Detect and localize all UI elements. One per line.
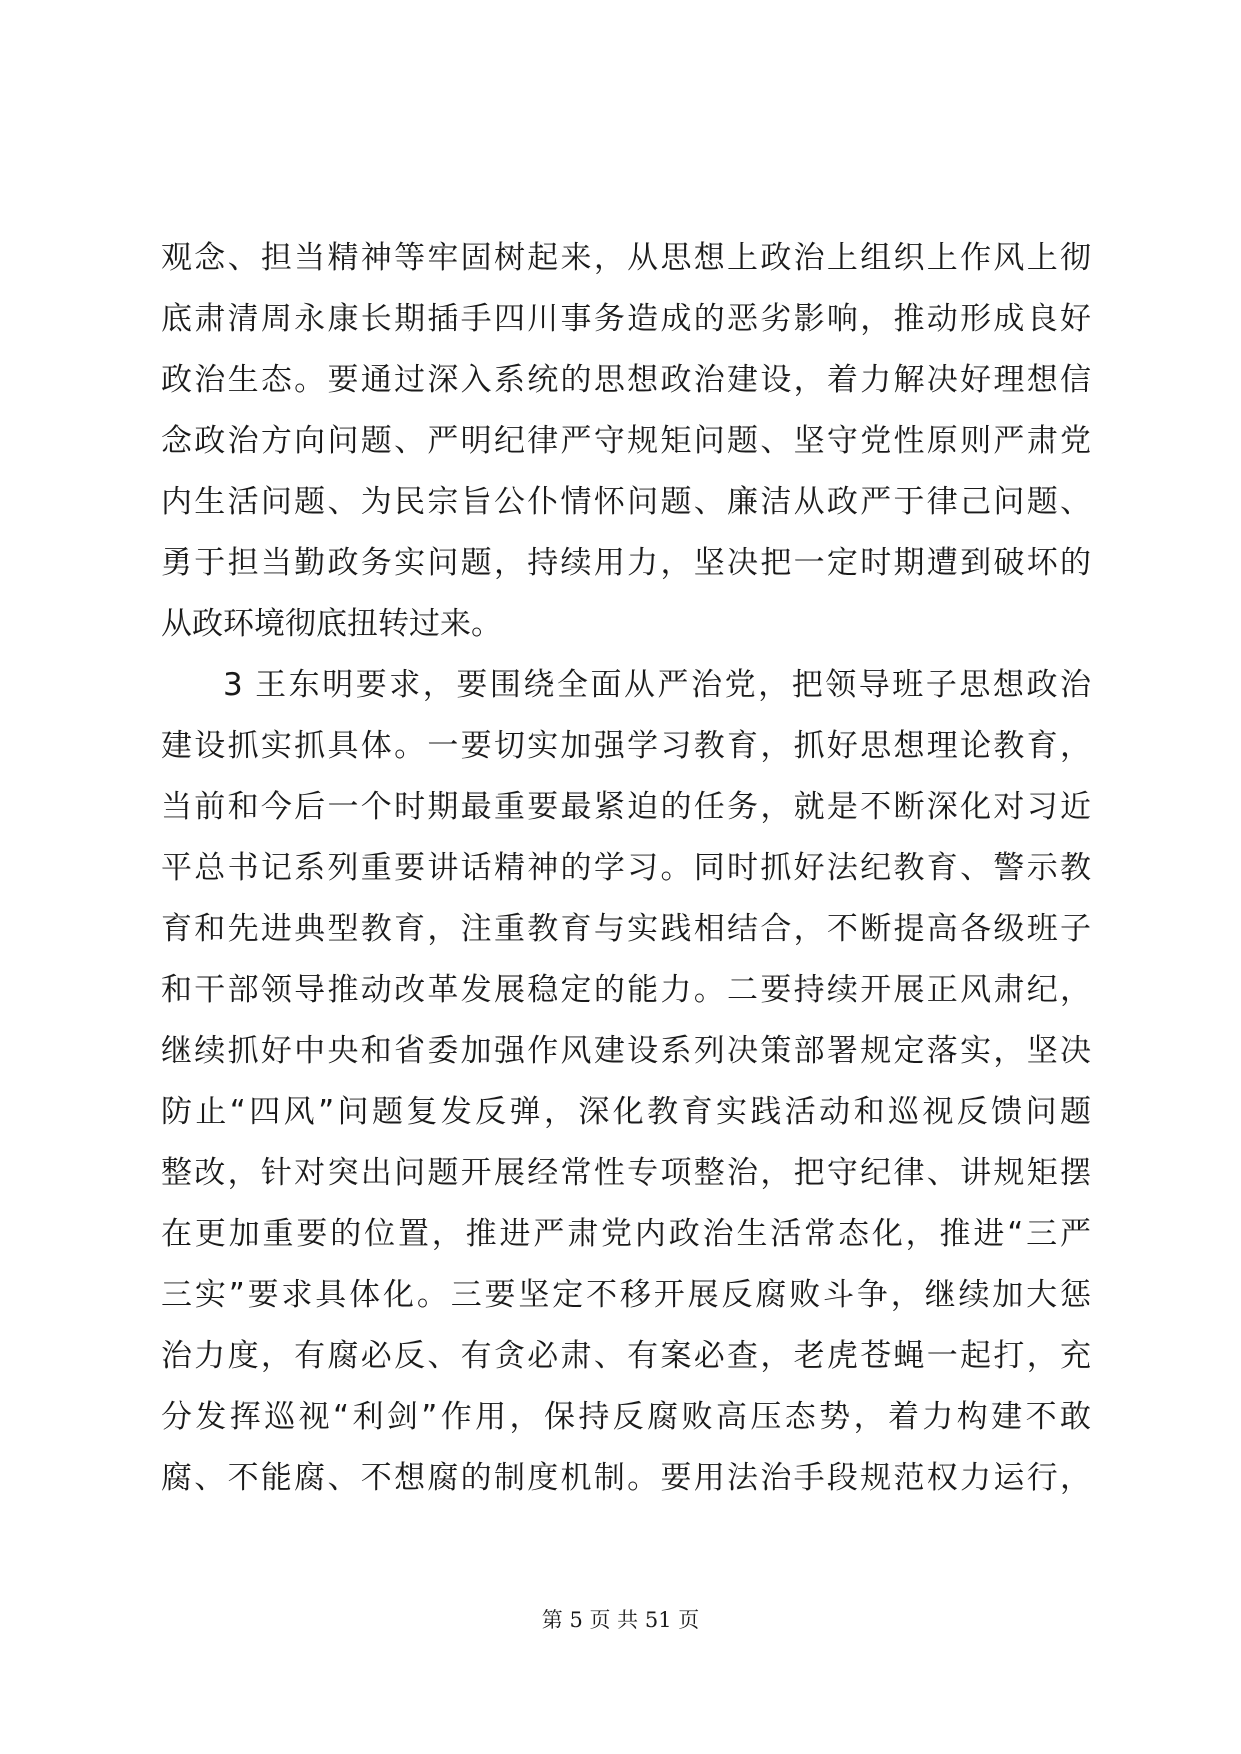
text-line: 当前和今后一个时期最重要最紧迫的任务，就是不断深化对习近 [161,789,1091,825]
text-line: 腐、不能腐、不想腐的制度机制。要用法治手段规范权力运行， [161,1460,1091,1496]
text-line: 和干部领导推动改革发展稳定的能力。二要持续开展正风肃纪， [161,972,1091,1008]
text-line: 内生活问题、为民宗旨公仆情怀问题、廉洁从政严于律己问题、 [161,484,1091,520]
text-line: 育和先进典型教育，注重教育与实践相结合，不断提高各级班子 [161,911,1091,947]
text-line: 勇于担当勤政务实问题，持续用力，坚决把一定时期遭到破坏的 [161,545,1091,581]
text-line: 三实”要求具体化。三要坚定不移开展反腐败斗争，继续加大惩 [161,1277,1091,1313]
text-line: 从政环境彻底扭转过来。 [161,606,502,642]
paragraph-start-line: 3 王东明要求，要围绕全面从严治党，把领导班子思想政治 [223,667,1091,703]
document-body [161,228,1091,1509]
text-line: 念政治方向问题、严明纪律严守规矩问题、坚守党性原则严肃党 [161,423,1091,459]
text-line: 在更加重要的位置，推进严肃党内政治生活常态化，推进“三严 [161,1216,1091,1252]
text-line: 防止“四风”问题复发反弹，深化教育实践活动和巡视反馈问题 [161,1094,1091,1130]
text-line: 政治生态。要通过深入系统的思想政治建设，着力解决好理想信 [161,362,1091,398]
text-line: 整改，针对突出问题开展经常性专项整治，把守纪律、讲规矩摆 [161,1155,1091,1191]
text-line: 平总书记系列重要讲话精神的学习。同时抓好法纪教育、警示教 [161,850,1091,886]
text-line: 分发挥巡视“利剑”作用，保持反腐败高压态势，着力构建不敢 [161,1399,1091,1435]
text-line: 建设抓实抓具体。一要切实加强学习教育，抓好思想理论教育， [161,728,1091,764]
text-line: 治力度，有腐必反、有贪必肃、有案必查，老虎苍蝇一起打，充 [161,1338,1091,1374]
page-number-footer: 第 5 页 共 51 页 [541,1608,700,1632]
text-line: 底肃清周永康长期插手四川事务造成的恶劣影响，推动形成良好 [161,301,1091,337]
text-line: 继续抓好中央和省委加强作风建设系列决策部署规定落实，坚决 [161,1033,1091,1069]
text-line: 观念、担当精神等牢固树起来，从思想上政治上组织上作风上彻 [161,240,1091,276]
